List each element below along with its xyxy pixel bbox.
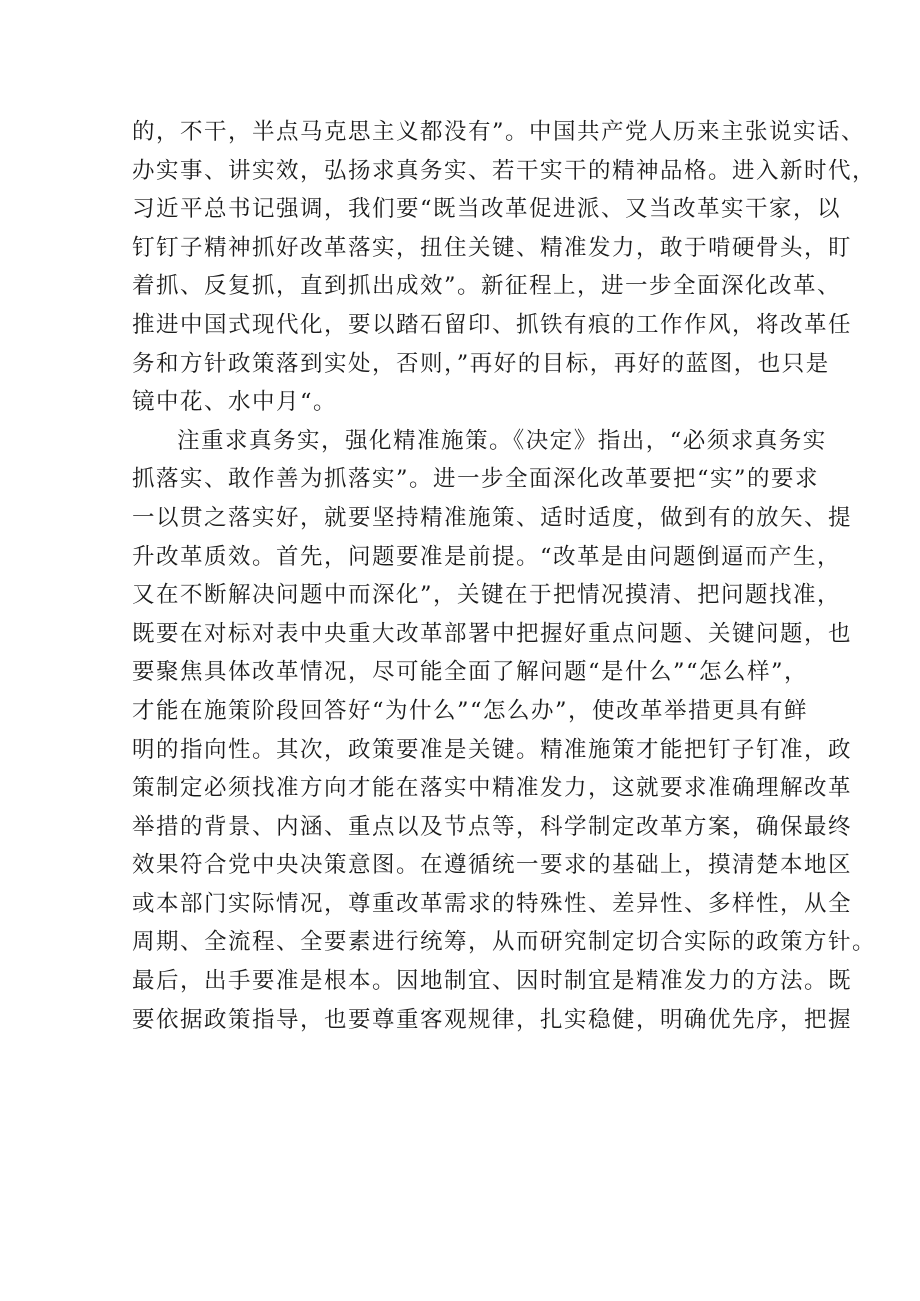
paragraph-line: 钉钉子精神抓好改革落实，扭住关键、精准发力，敢于啃硬骨头，盯 (132, 234, 853, 261)
paragraph-line: 才能在施策阶段回答好“为什么”“怎么办”，使改革举措更具有鲜 (132, 697, 809, 724)
paragraph-line: 又在不断解决问题中而深化”，关键在于把情况摸清、把问题找准， (132, 582, 842, 609)
paragraph-line: 升改革质效。首先，问题要准是前提。“改革是由问题倒逼而产生， (132, 543, 842, 570)
paragraph-line: 的，不干，半点马克思主义都没有”。中国共产党人历来主张说实话、 (132, 119, 866, 145)
document-body (132, 113, 877, 1039)
paragraph-line: 策制定必须找准方向才能在落实中精准发力，这就要求准确理解改革 (132, 775, 853, 802)
paragraph-line: 务和方针政策落到实处，否则，”再好的目标，再好的蓝图，也只是 (132, 350, 830, 377)
paragraph-line: 周期、全流程、全要素进行统筹，从而研究制定切合实际的政策方针。 (132, 929, 877, 956)
paragraph-line: 办实事、讲实效，弘扬求真务实、若干实干的精神品格。进入新时代， (132, 157, 877, 184)
paragraph-2 (132, 422, 877, 1040)
paragraph-line: 镜中花、水中月“。 (132, 389, 338, 416)
paragraph-line: 举措的背景、内涵、重点以及节点等，科学制定改革方案，确保最终 (132, 813, 853, 840)
paragraph-line: 或本部门实际情况，尊重改革需求的特殊性、差异性、多样性，从全 (132, 890, 853, 917)
paragraph-line: 一以贯之落实好，就要坚持精准施策、适时适度，做到有的放矢、提 (132, 504, 853, 531)
paragraph-line: 明的指向性。其次，政策要准是关键。精准施策才能把钉子钉准，政 (132, 736, 853, 763)
paragraph-line: 要聚焦具体改革情况，尽可能全面了解问题“是什么”“怎么样”， (132, 659, 809, 686)
paragraph-line: 着抓、反复抓，直到抓出成效”。新征程上，进一步全面深化改革、 (132, 273, 842, 300)
paragraph-line: 最后，出手要准是根本。因地制宜、因时制宜是精准发力的方法。既 (132, 968, 853, 995)
paragraph-line: 抓落实、敢作善为抓落实”。进一步全面深化改革要把“实”的要求 (132, 466, 820, 493)
paragraph-line: 推进中国式现代化，要以踏石留印、抓铁有痕的工作作风，将改革任 (132, 311, 853, 338)
paragraph-line: 要依据政策指导，也要尊重客观规律，扎实稳健，明确优先序，把握 (132, 1006, 853, 1033)
paragraph-line: 习近平总书记强调，我们要“既当改革促进派、又当改革实干家，以 (132, 196, 842, 223)
paragraph-line: 注重求真务实，强化精准施策。《决定》指出，“必须求真务实 (177, 427, 827, 454)
paragraph-1 (132, 113, 877, 422)
paragraph-line: 效果符合党中央决策意图。在遵循统一要求的基础上，摸清楚本地区 (132, 852, 853, 879)
paragraph-line: 既要在对标对表中央重大改革部署中把握好重点问题、关键问题，也 (132, 620, 853, 647)
